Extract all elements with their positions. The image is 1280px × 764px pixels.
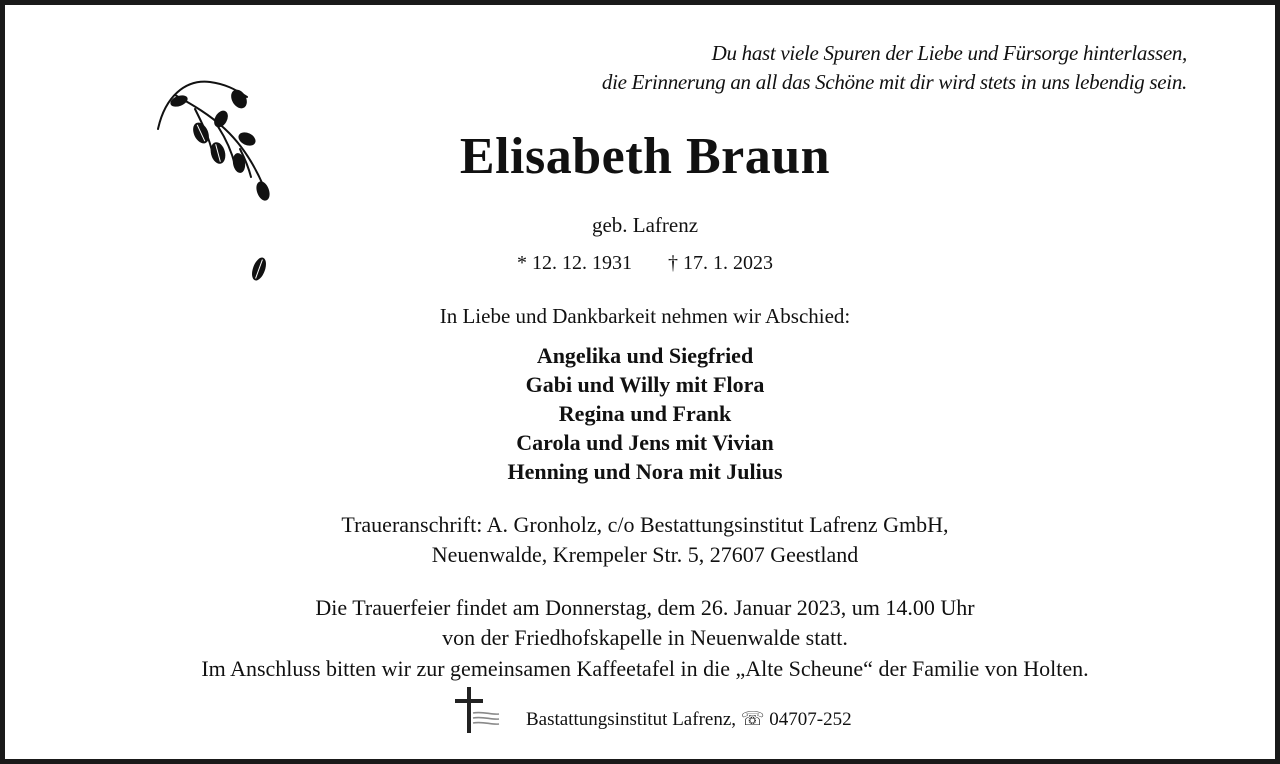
quote-line-1: Du hast viele Spuren der Liebe und Fürsorge hinterlassen,: [711, 41, 1187, 65]
mourning-address: [5, 510, 1280, 570]
mourner-item: Regina und Frank: [558, 401, 732, 426]
mourner-item: Henning und Nora mit Julius: [507, 459, 783, 484]
cross-icon: [453, 685, 503, 735]
reception-note: Im Anschluss bitten wir zur gemeinsamen Kaffeetafel in die „Alte Scheune“ der Familie von Holten.: [201, 656, 1089, 681]
farewell-line: In Liebe und Dankbarkeit nehmen wir Abschied:: [439, 304, 851, 328]
death-date: † 17. 1. 2023: [668, 252, 773, 274]
service-line-2: von der Friedhofskapelle in Neuenwalde statt.: [442, 625, 848, 650]
quote-line-2: die Erinnerung an all das Schöne mit dir wird stets in uns lebendig sein.: [601, 70, 1187, 94]
address-line-2: Neuenwalde, Krempeler Str. 5, 27607 Geestland: [431, 542, 859, 567]
deceased-name: Elisabeth Braun: [459, 128, 831, 185]
birth-name: geb. Lafrenz: [591, 213, 699, 237]
birth-date: * 12. 12. 1931: [517, 252, 632, 274]
mourner-item: Carola und Jens mit Vivian: [516, 430, 774, 455]
mourner-list: [5, 341, 1280, 486]
address-line-1: Traueranschrift: A. Gronholz, c/o Bestattungsinstitut Lafrenz GmbH,: [341, 512, 949, 537]
funeral-home-contact: Bastattungsinstitut Lafrenz, ☏ 04707-252: [526, 709, 852, 730]
life-dates: [5, 252, 1280, 275]
service-line-1: Die Trauerfeier findet am Donnerstag, dem 26. Januar 2023, um 14.00 Uhr: [315, 595, 975, 620]
service-details: [5, 593, 1280, 653]
memorial-quote: [602, 39, 1187, 97]
mourner-item: Angelika und Siegfried: [536, 343, 754, 368]
mourner-item: Gabi und Willy mit Flora: [525, 372, 765, 397]
